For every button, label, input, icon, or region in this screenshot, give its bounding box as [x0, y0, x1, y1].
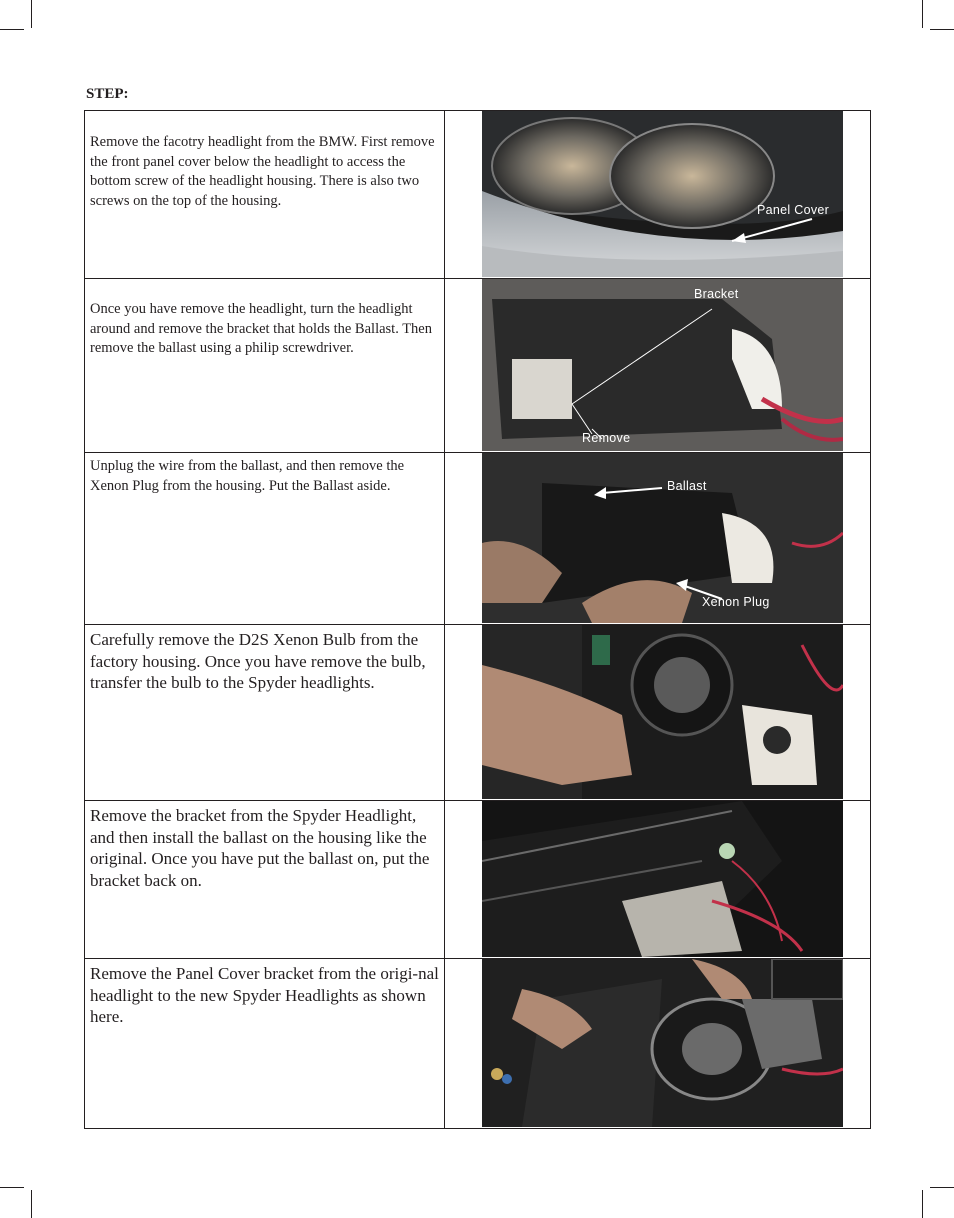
crop-mark: [922, 0, 923, 28]
step-photo-ballast: [482, 453, 843, 623]
photo-label: Bracket: [694, 287, 739, 301]
bulb-photo: [482, 625, 843, 799]
crop-mark: [31, 0, 32, 28]
ballast-photo: [482, 453, 843, 623]
crop-mark: [922, 1190, 923, 1218]
step-text: Unplug the wire from the ballast, and then remove the Xenon Plug from the housing. Put the Ballast aside.: [90, 458, 405, 494]
step-row: [85, 959, 871, 1129]
photo-label: Remove: [582, 431, 631, 445]
crop-mark: [31, 1190, 32, 1218]
headlight-photo: [482, 111, 843, 277]
panel-cover-photo: [482, 959, 843, 1127]
photo-label: Ballast: [667, 479, 707, 493]
step-row: [85, 625, 871, 801]
crop-mark: [930, 1187, 954, 1188]
install-photo: [482, 801, 843, 957]
step-heading: STEP:: [86, 86, 129, 102]
crop-mark: [930, 29, 954, 30]
step-text: Remove the facotry headlight from the BMW. First remove the front panel cover below the headlight to access the bottom screw of the headlight housing. There is also two screws on the top of the housing.: [90, 134, 435, 209]
bracket-photo: [482, 279, 843, 451]
step-text: Carefully remove the D2S Xenon Bulb from the factory housing. Once you have remove the bulb, transfer the bulb to the Spyder headlights.: [90, 630, 426, 692]
crop-mark: [0, 29, 24, 30]
step-photo-bulb: [482, 625, 843, 799]
step-row: [85, 801, 871, 959]
step-row: [85, 453, 871, 625]
steps-table: [84, 110, 871, 1129]
crop-mark: [0, 1187, 24, 1188]
step-text: Once you have remove the headlight, turn the headlight around and remove the bracket that holds the Ballast. Then remove the ballast using a philip screwdriver.: [90, 301, 432, 356]
step-photo-install: [482, 801, 843, 957]
step-text: Remove the Panel Cover bracket from the origi-nal headlight to the new Spyder Headlights as shown here.: [90, 964, 439, 1026]
step-row: [85, 111, 871, 279]
photo-label: Panel Cover: [757, 203, 830, 217]
step-photo-panel-cover: [482, 959, 843, 1127]
step-text: Remove the bracket from the Spyder Headlight, and then install the ballast on the housing like the original. Once you have put the ballast on, put the bracket back on.: [90, 806, 430, 890]
step-photo-headlight: [482, 111, 843, 277]
step-row: [85, 279, 871, 453]
photo-label: Xenon Plug: [702, 595, 770, 609]
step-photo-bracket: [482, 279, 843, 451]
